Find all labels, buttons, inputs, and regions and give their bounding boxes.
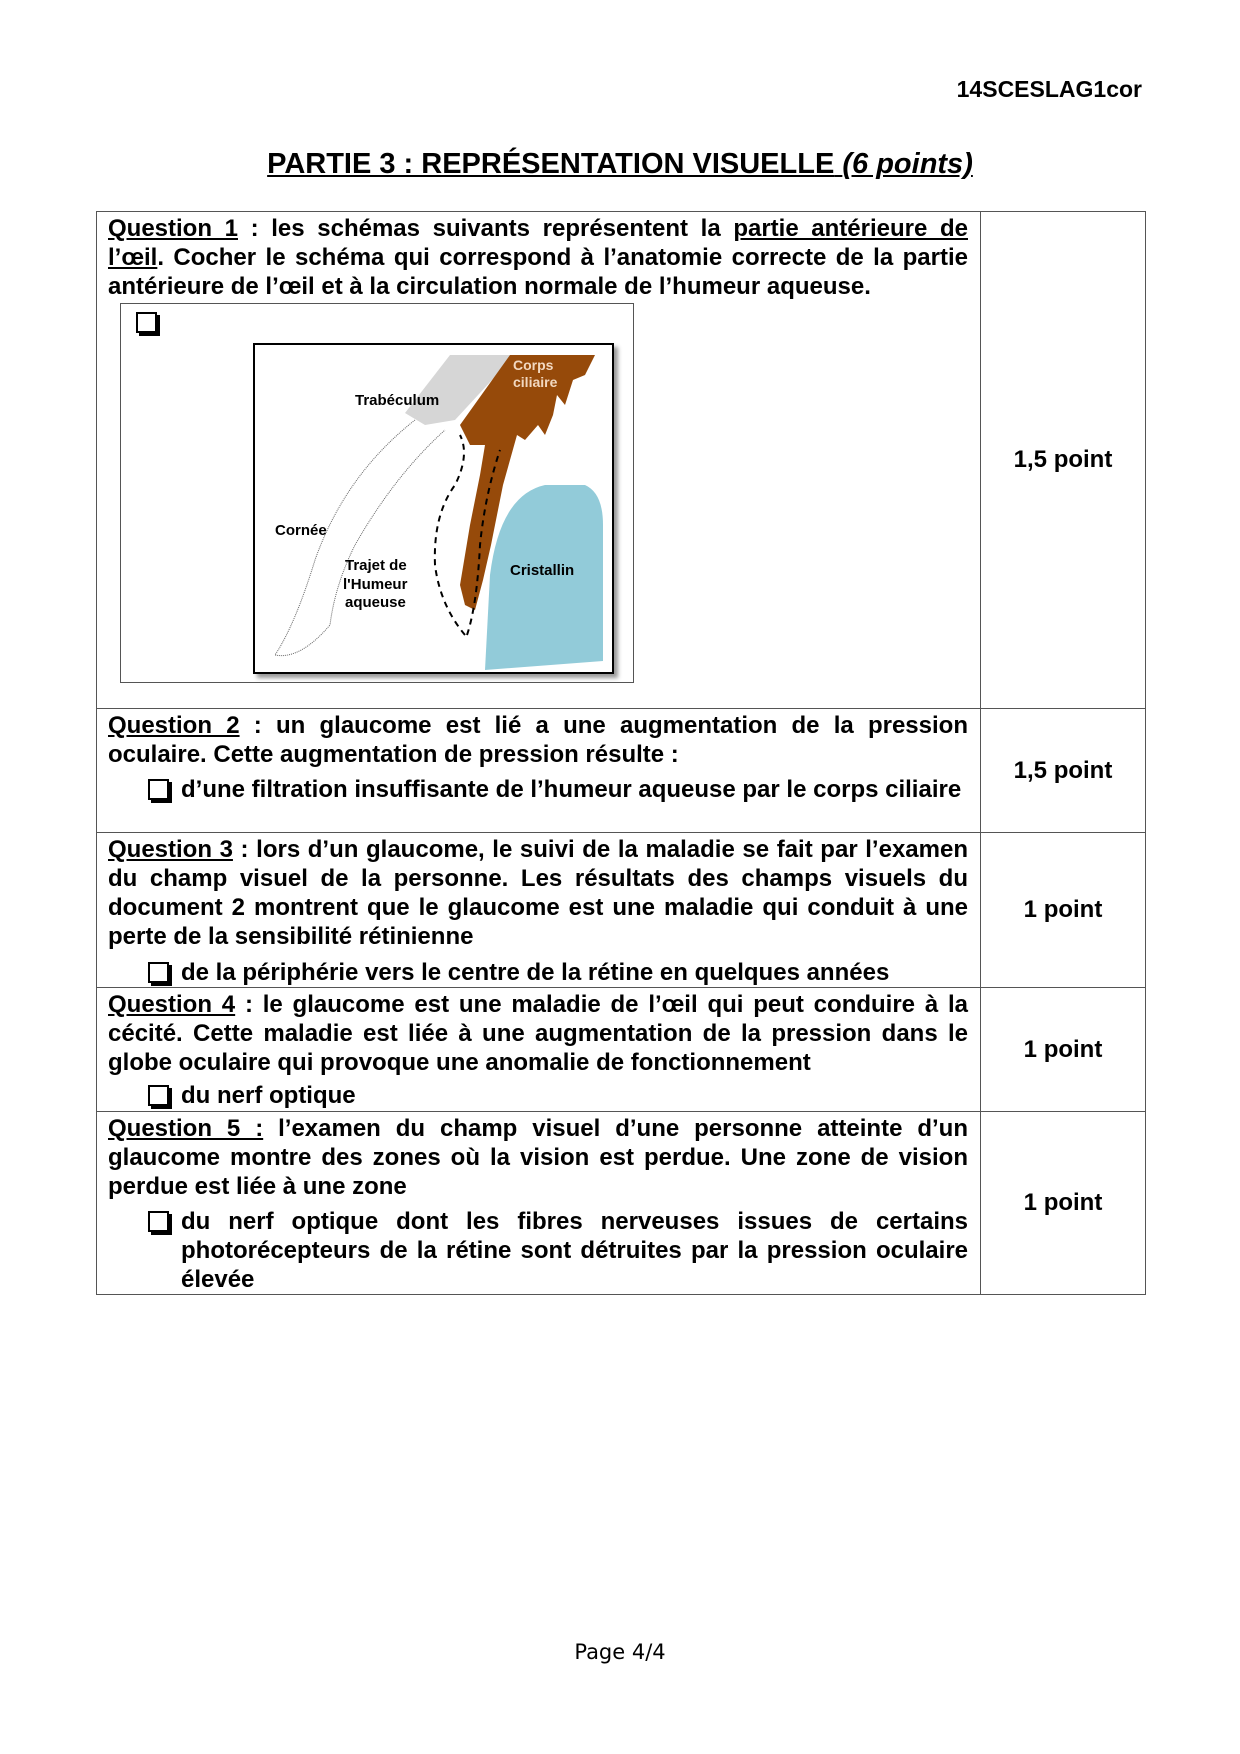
answer-text: du nerf optique dont les fibres nerveuses issues de certains photorécepteurs de la rétine sont détruites par la pression oculaire élevée: [181, 1208, 968, 1293]
label-trabeculum: Trabéculum: [355, 392, 440, 409]
question-row-5: [97, 1112, 1146, 1295]
questions-table: [96, 211, 1146, 1295]
title-points: (6 points): [842, 148, 973, 180]
checkbox[interactable]: [136, 312, 157, 333]
question-text: : les schémas suivants représentent la: [238, 215, 734, 242]
question-row-2: [97, 709, 1146, 833]
points: 1 point: [981, 1112, 1146, 1295]
points: 1 point: [981, 833, 1146, 988]
checkbox[interactable]: [148, 1211, 169, 1232]
title-text: PARTIE 3 : REPRÉSENTATION VISUELLE: [267, 148, 835, 180]
question-label: Question 5 :: [108, 1115, 264, 1142]
label-cornee: Cornée: [275, 522, 327, 539]
question-text: l’examen du champ visuel d’une personne atteinte d’un glaucome montre des zones où la vision est perdue. Une zone de vision perdue est liée à une zone: [108, 1115, 968, 1200]
answer: [148, 775, 968, 804]
question-label: Question 1: [108, 215, 238, 242]
question-label: Question 3: [108, 836, 233, 863]
label-trajet: l'Humeur: [343, 576, 408, 593]
question-text: : lors d’un glaucome, le suivi de la maladie se fait par l’examen du champ visuel de la personne. Les résultats des champs visuels du document 2 montrent que le glaucome est une maladie qui conduit à une perte de la sensibilité rétinienne: [108, 836, 968, 950]
answer-text: d’une filtration insuffisante de l’humeur aqueuse par le corps ciliaire: [181, 776, 962, 803]
humor-path: [435, 435, 465, 635]
label-ciliaire: ciliaire: [513, 374, 558, 390]
question-row-4: [97, 988, 1146, 1112]
checkbox[interactable]: [148, 779, 169, 800]
question-row-1: [97, 212, 1146, 709]
answer-text: de la périphérie vers le centre de la rétine en quelques années: [181, 959, 890, 986]
question-label: Question 2: [108, 712, 240, 739]
question-text: : le glaucome est une maladie de l’œil qui peut conduire à la cécité. Cette maladie est liée à une augmentation de la pression dans le globe oculaire qui provoque une anomalie de fonctionnement: [108, 991, 968, 1076]
section-title: [0, 148, 1240, 181]
points: 1 point: [981, 988, 1146, 1112]
answer: [148, 1081, 968, 1110]
question-label: Question 4: [108, 991, 236, 1018]
question-text-underlined: partie antérieure de l’œil: [108, 215, 968, 271]
label-corps: Corps: [513, 357, 554, 373]
question-text: . Cocher le schéma qui correspond à l’anatomie correcte de la partie antérieure de l’œil et à la circulation normale de l’humeur aqueuse.: [108, 244, 968, 300]
answer-text: du nerf optique: [181, 1082, 356, 1109]
answer: [148, 1207, 968, 1294]
eye-diagram: [253, 343, 614, 674]
page-number: Page 4/4: [574, 1640, 666, 1664]
schema-option: [120, 303, 634, 683]
document-code: 14SCESLAG1cor: [956, 76, 1142, 102]
label-trajet: Trajet de: [345, 557, 407, 574]
points: 1,5 point: [981, 212, 1146, 709]
question-text: : un glaucome est lié a une augmentation de la pression oculaire. Cette augmentation de pression résulte :: [108, 712, 968, 768]
question-row-3: [97, 833, 1146, 988]
points: 1,5 point: [981, 709, 1146, 833]
checkbox[interactable]: [148, 1085, 169, 1106]
checkbox[interactable]: [148, 962, 169, 983]
label-trajet: aqueuse: [345, 594, 406, 611]
answer: [148, 958, 968, 987]
label-cristallin: Cristallin: [510, 562, 575, 579]
